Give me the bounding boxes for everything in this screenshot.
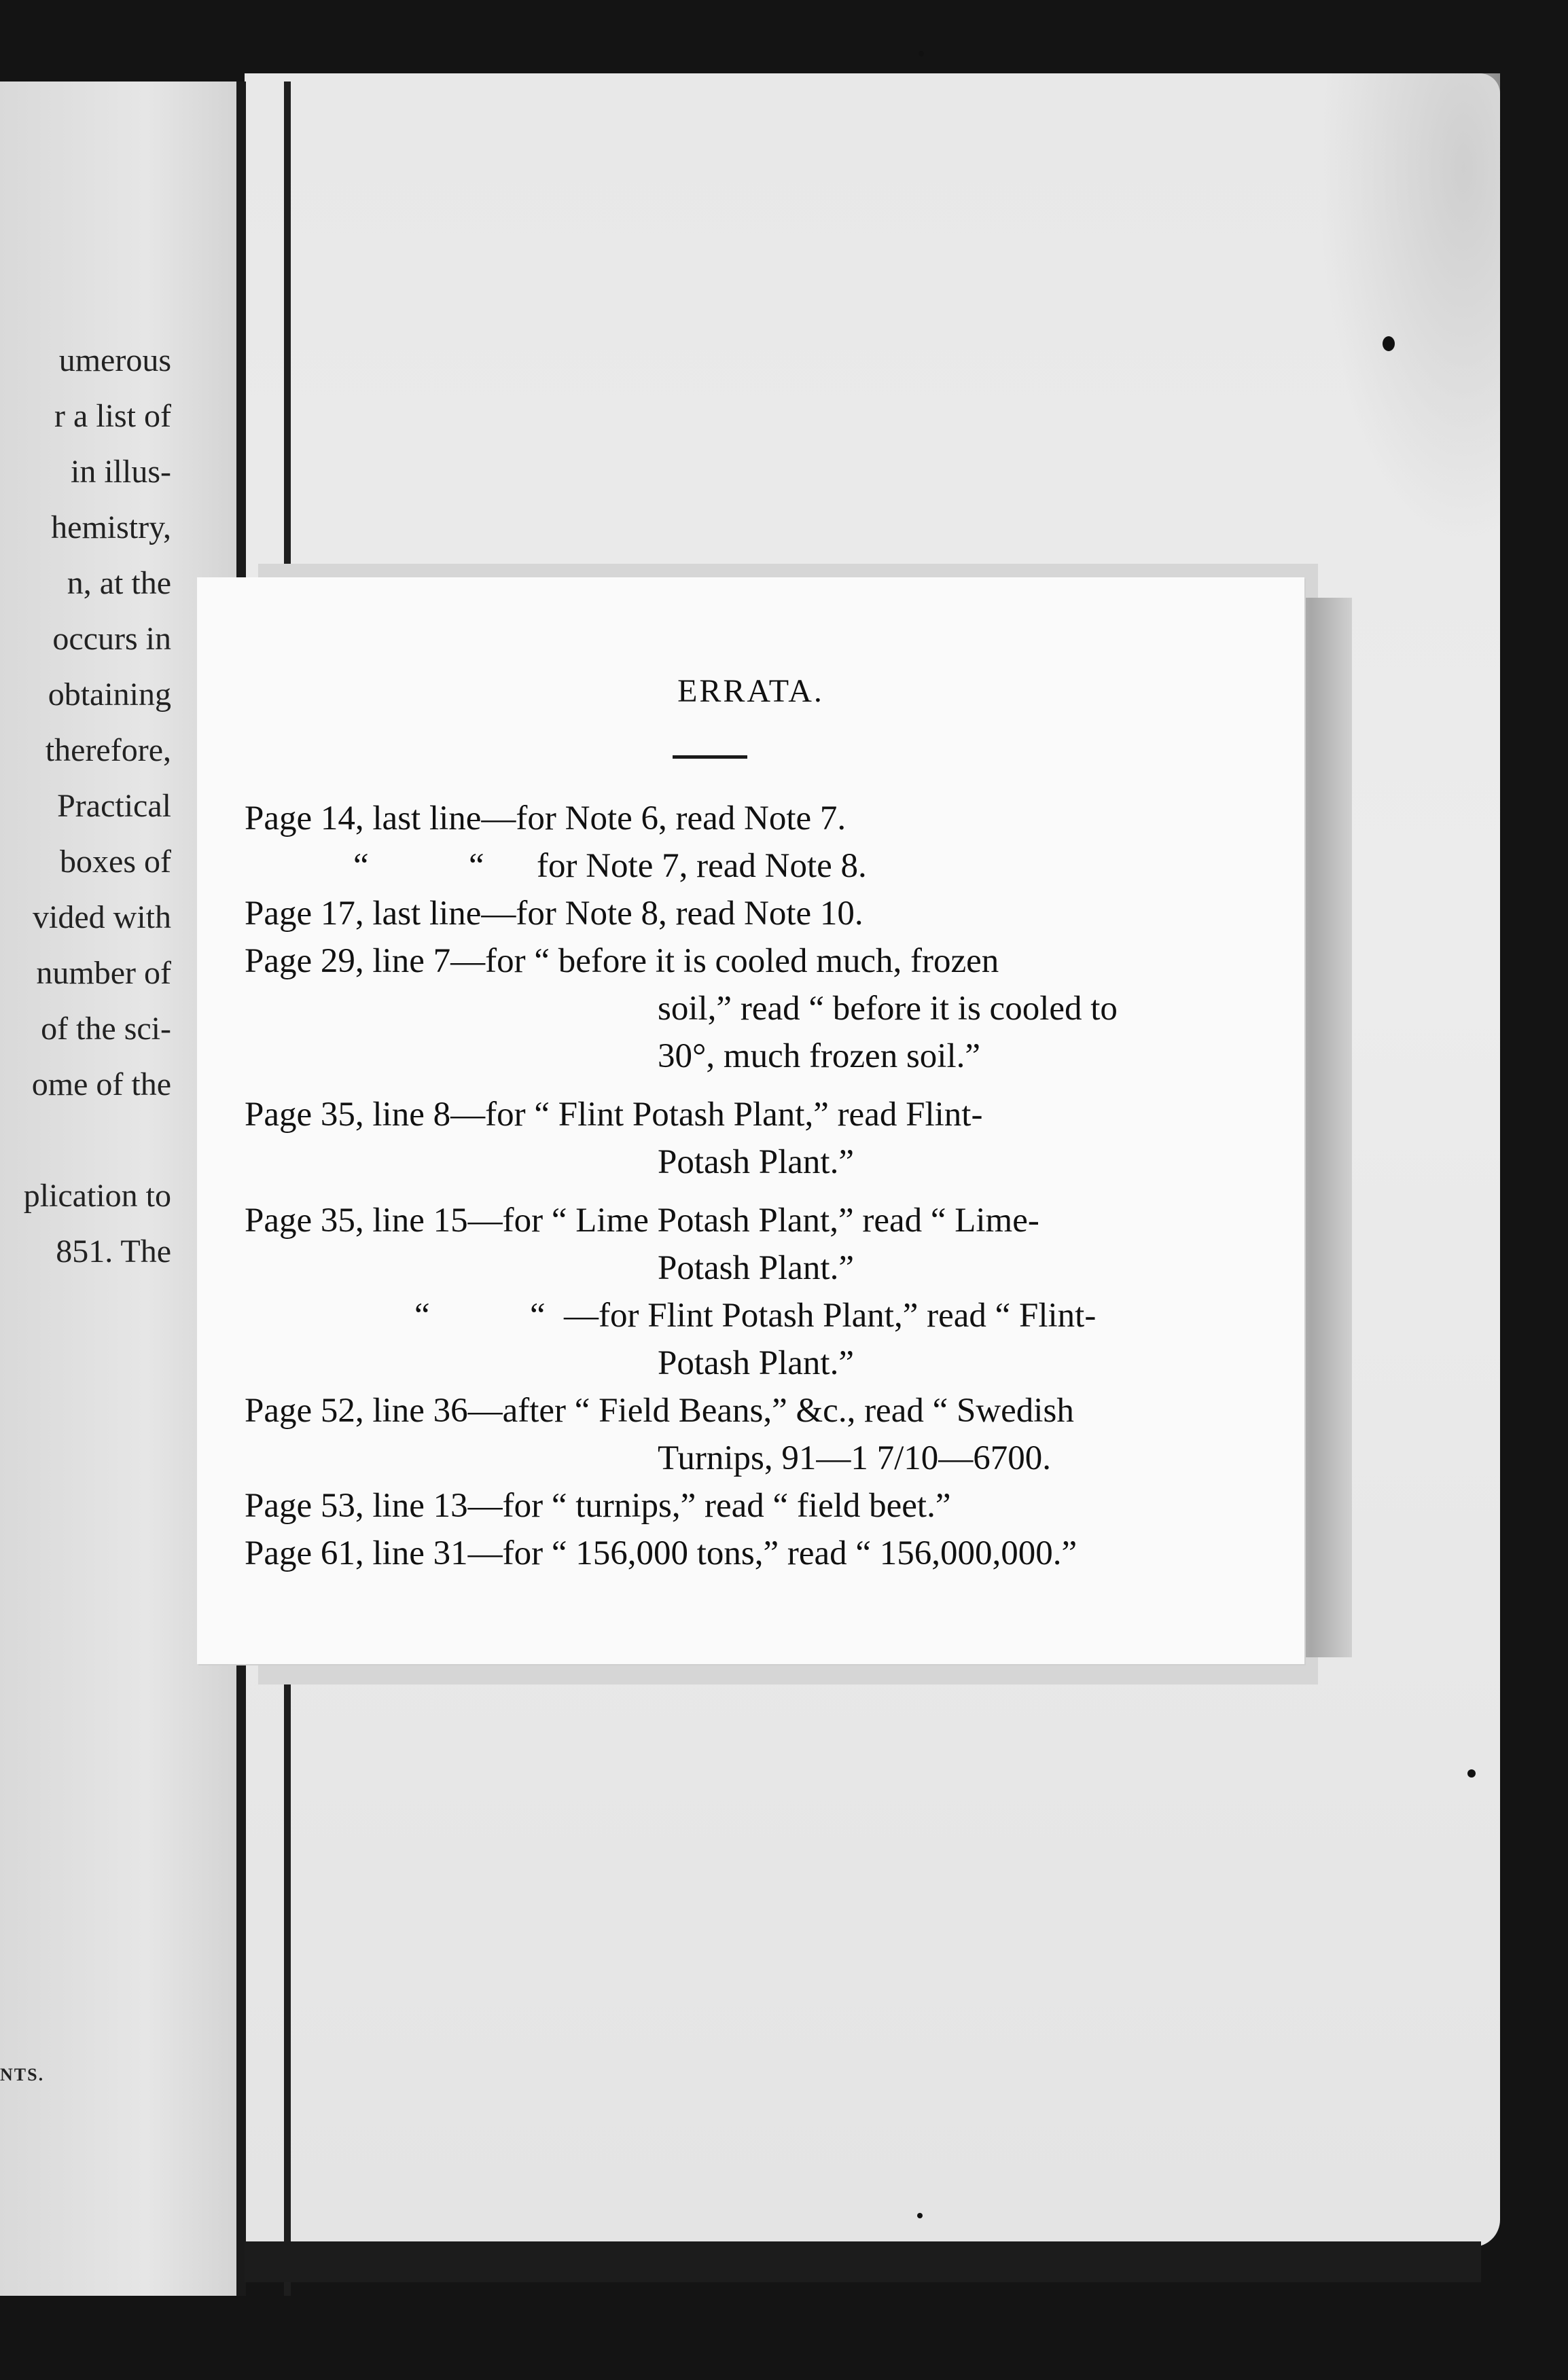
errata-slip xyxy=(197,577,1304,1664)
errata-entry xyxy=(245,890,1277,937)
errata-entry xyxy=(245,1197,1277,1244)
errata-entry-text: Potash Plant.” xyxy=(658,1344,854,1382)
errata-entry-text: Page 61, line 31—for “ 156,000 tons,” read “ 156,000,000.” xyxy=(245,1534,1077,1572)
ditto-mark: “ xyxy=(530,1297,546,1335)
facing-line: plication to xyxy=(23,1178,171,1214)
page-bottom-edge xyxy=(245,2241,1481,2282)
errata-entry-continuation xyxy=(245,1138,1277,1186)
errata-entry-text: Page 29, line 7—for “ before it is cooled much, frozen xyxy=(245,942,999,980)
facing-line: occurs in xyxy=(52,621,171,657)
speck xyxy=(1383,336,1395,351)
errata-entry-text: soil,” read “ before it is cooled to xyxy=(658,990,1118,1028)
facing-page-text xyxy=(0,333,171,1280)
ditto-mark: “ xyxy=(469,847,484,885)
ditto-mark: “ xyxy=(353,847,369,885)
errata-entry-continuation xyxy=(245,1244,1277,1292)
title-rule xyxy=(673,755,747,759)
facing-line: n, at the xyxy=(67,565,171,601)
errata-entry-text: Page 35, line 8—for “ Flint Potash Plant,” read Flint- xyxy=(245,1096,983,1134)
errata-list xyxy=(245,795,1277,1577)
errata-entry-text: Turnips, 91—1 7/10—6700. xyxy=(658,1439,1052,1477)
errata-entry-text: Potash Plant.” xyxy=(658,1249,854,1287)
errata-entry-continuation xyxy=(245,1032,1277,1080)
ditto-mark: “ xyxy=(414,1297,430,1335)
errata-entry xyxy=(245,937,1277,985)
facing-line: ome of the xyxy=(31,1066,171,1102)
errata-entry-text: —for Flint Potash Plant,” read “ Flint- xyxy=(564,1297,1097,1335)
errata-entry-text: Page 53, line 13—for “ turnips,” read “ field beet.” xyxy=(245,1487,951,1525)
facing-line: therefore, xyxy=(45,732,171,768)
errata-entry-text: Page 35, line 15—for “ Lime Potash Plant,” read “ Lime- xyxy=(245,1202,1039,1240)
errata-entry xyxy=(245,1530,1277,1577)
errata-entry-continuation xyxy=(245,985,1277,1032)
facing-line: 851. The xyxy=(56,1233,171,1269)
errata-entry xyxy=(245,1292,1277,1339)
speck xyxy=(917,2213,923,2218)
errata-entry-text: Potash Plant.” xyxy=(658,1143,854,1181)
speck xyxy=(919,51,924,56)
facing-line: number of xyxy=(36,955,171,991)
errata-entry-continuation xyxy=(245,1339,1277,1387)
errata-entry xyxy=(245,842,1277,890)
page-stain xyxy=(1318,73,1500,549)
facing-line: obtaining xyxy=(48,677,171,713)
errata-entry xyxy=(245,1387,1277,1435)
facing-line: in illus- xyxy=(70,454,171,490)
errata-title: ERRATA. xyxy=(677,673,824,709)
facing-line: r a list of xyxy=(54,398,171,434)
speck xyxy=(1467,1769,1476,1778)
errata-entry xyxy=(245,795,1277,842)
errata-entry-text: Page 52, line 36—after “ Field Beans,” &c., read “ Swedish xyxy=(245,1392,1074,1430)
facing-line: boxes of xyxy=(60,844,171,880)
errata-entry-text: for Note 7, read Note 8. xyxy=(537,847,867,885)
facing-line: hemistry, xyxy=(51,509,171,545)
facing-page-footer: NTS. xyxy=(0,2065,45,2085)
facing-line: Practical xyxy=(57,788,171,824)
facing-line: umerous xyxy=(58,342,171,378)
facing-line: of the sci- xyxy=(41,1011,171,1047)
errata-entry-text: Page 14, last line—for Note 6, read Note 7. xyxy=(245,799,847,837)
facing-line-gap xyxy=(0,1113,171,1168)
errata-entry xyxy=(245,1482,1277,1530)
errata-entry xyxy=(245,1091,1277,1138)
facing-line: vided with xyxy=(33,899,171,935)
errata-entry-text: 30°, much frozen soil.” xyxy=(658,1037,981,1075)
errata-entry-text: Page 17, last line—for Note 8, read Note 10. xyxy=(245,895,863,933)
errata-entry-continuation xyxy=(245,1435,1277,1482)
